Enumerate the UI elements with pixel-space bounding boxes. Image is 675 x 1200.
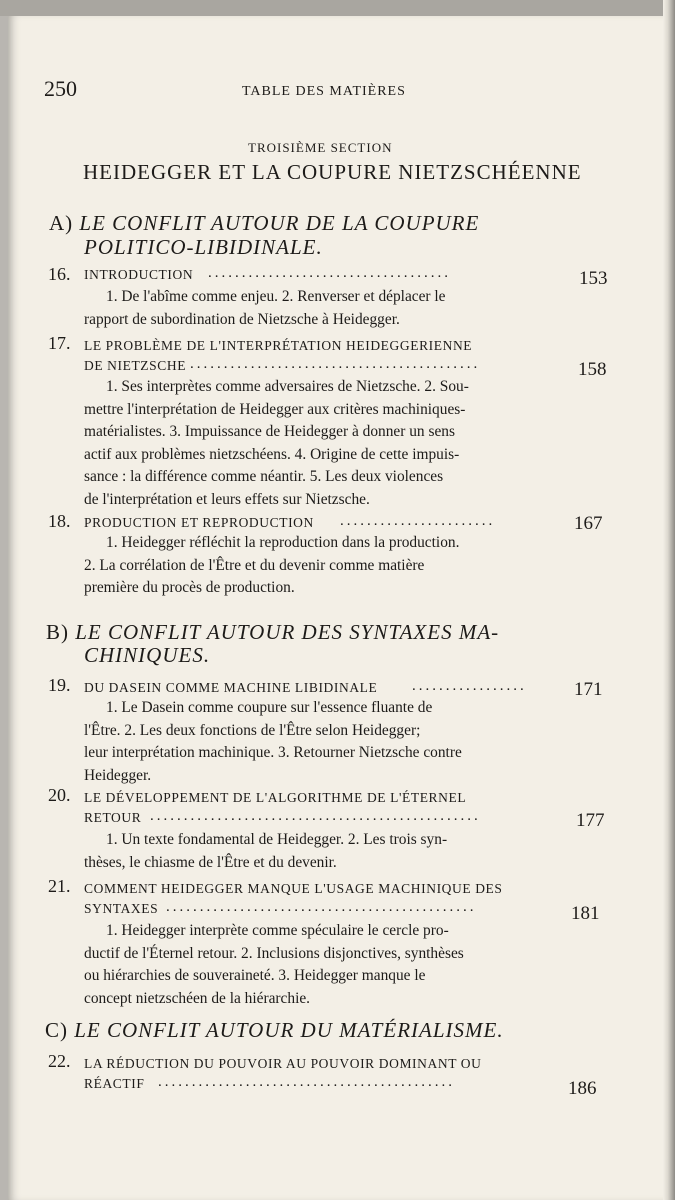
entry-title: DU DASEIN COMME MACHINE LIBIDINALE [84, 680, 378, 695]
description-line: l'Être. 2. Les deux fonctions de l'Être selon Heidegger; [84, 721, 421, 739]
entry-description [84, 697, 549, 787]
entry-page-number: 167 [574, 513, 603, 534]
part-heading-a [49, 211, 479, 236]
entry-title: COMMENT HEIDEGGER MANQUE L'USAGE MACHINIQUE DES [84, 881, 503, 896]
entry-number: 21. [48, 876, 71, 896]
description-line: de l'interprétation et leurs effets sur Nietzsche. [84, 490, 370, 508]
entry-page-number: 153 [579, 268, 608, 289]
entry-description [84, 829, 549, 874]
leader-dots: .............................................. [166, 899, 477, 915]
description-line: mettre l'interprétation de Heidegger aux critères machiniques- [84, 400, 466, 418]
entry-title: LE PROBLÈME DE L'INTERPRÉTATION HEIDEGGERIENNE [84, 338, 473, 353]
entry-title: PRODUCTION ET REPRODUCTION [84, 515, 314, 530]
entry-title-continued: DE NIETZSCHE [84, 358, 187, 373]
entry-number: 17. [48, 333, 71, 353]
entry-description [84, 376, 549, 511]
part-heading-c [45, 1018, 504, 1043]
leader-dots: ................................................. [150, 808, 481, 824]
entry-title: INTRODUCTION [84, 267, 194, 282]
description-line: Heidegger. [84, 766, 152, 784]
entry-title: LA RÉDUCTION DU POUVOIR AU POUVOIR DOMINANT OU [84, 1056, 482, 1071]
description-line: leur interprétation machinique. 3. Retourner Nietzsche contre [84, 744, 462, 761]
entry-title-continued: RETOUR [84, 810, 142, 825]
leader-dots: ............................................ [158, 1074, 455, 1090]
entry-page-number: 181 [571, 903, 600, 924]
part-title-line: LE CONFLIT AUTOUR DU MATÉRIALISME. [74, 1018, 504, 1042]
description-line: rapport de subordination de Nietzsche à Heidegger. [84, 310, 400, 328]
entry-title-continued: RÉACTIF [84, 1076, 145, 1091]
description-line: 1. Heidegger réfléchit la reproduction dans la production. [106, 534, 460, 551]
entry-number: 16. [48, 264, 71, 284]
running-head: TABLE DES MATIÈRES [242, 84, 406, 99]
description-line: 1. Le Dasein comme coupure sur l'essence fluante de [106, 699, 433, 716]
description-line: matérialistes. 3. Impuissance de Heidegger à donner un sens [84, 423, 455, 440]
leader-dots: ........................................... [190, 356, 481, 372]
entry-title-continued: SYNTAXES [84, 901, 159, 916]
entry-number: 20. [48, 785, 71, 805]
part-title-line: LE CONFLIT AUTOUR DES SYNTAXES MA- [75, 620, 500, 644]
part-title-line-2: CHINIQUES. [84, 643, 211, 667]
leader-dots: .................................... [208, 265, 451, 281]
description-line: 2. La corrélation de l'Être et du devenir comme matière [84, 556, 425, 574]
entry-page-number: 186 [568, 1078, 597, 1099]
entry-page-number: 158 [578, 359, 607, 380]
part-letter: B) [46, 620, 69, 644]
entry-number: 22. [48, 1051, 71, 1071]
description-line: concept nietzschéen de la hiérarchie. [84, 989, 311, 1007]
entry-description [84, 286, 549, 331]
entry-description [84, 920, 549, 1010]
section-title: HEIDEGGER ET LA COUPURE NIETZSCHÉENNE [83, 160, 582, 184]
description-line: thèses, le chiasme de l'Être et du devenir. [84, 853, 337, 871]
part-letter: C) [45, 1018, 68, 1042]
part-letter: A) [49, 211, 74, 235]
description-line: 1. Heidegger interprète comme spéculaire le cercle pro- [106, 922, 449, 939]
entry-page-number: 177 [576, 810, 605, 831]
leader-dots: ....................... [340, 513, 496, 529]
entry-page-number: 171 [574, 679, 603, 700]
description-line: 1. De l'abîme comme enjeu. 2. Renverser et déplacer le [106, 288, 446, 305]
description-line: 1. Un texte fondamental de Heidegger. 2. Les trois syn- [106, 831, 448, 848]
top-shadow-strip [0, 0, 675, 16]
description-line: sance : la différence comme néantir. 5. Les deux violences [84, 468, 444, 485]
entry-description [84, 532, 549, 600]
part-heading-b [46, 620, 499, 645]
description-line: ductif de l'Éternel retour. 2. Inclusions disjonctives, synthèses [84, 944, 464, 962]
entry-number: 18. [48, 511, 71, 531]
description-line: ou hiérarchies de souveraineté. 3. Heidegger manque le [84, 967, 426, 984]
entry-number: 19. [48, 675, 71, 695]
page-number: 250 [44, 76, 77, 101]
section-label: TROISIÈME SECTION [248, 140, 393, 155]
leader-dots: ................. [412, 678, 527, 694]
part-title-line-2: POLITICO-LIBIDINALE. [84, 235, 323, 259]
entry-title: LE DÉVELOPPEMENT DE L'ALGORITHME DE L'ÉTERNEL [84, 790, 467, 805]
description-line: première du procès de production. [84, 579, 295, 596]
description-line: actif aux problèmes nietzschéens. 4. Origine de cette impuis- [84, 445, 460, 463]
part-title-line: LE CONFLIT AUTOUR DE LA COUPURE [79, 211, 480, 235]
page-edge [663, 0, 675, 1200]
description-line: 1. Ses interprètes comme adversaires de Nietzsche. 2. Sou- [106, 378, 469, 395]
